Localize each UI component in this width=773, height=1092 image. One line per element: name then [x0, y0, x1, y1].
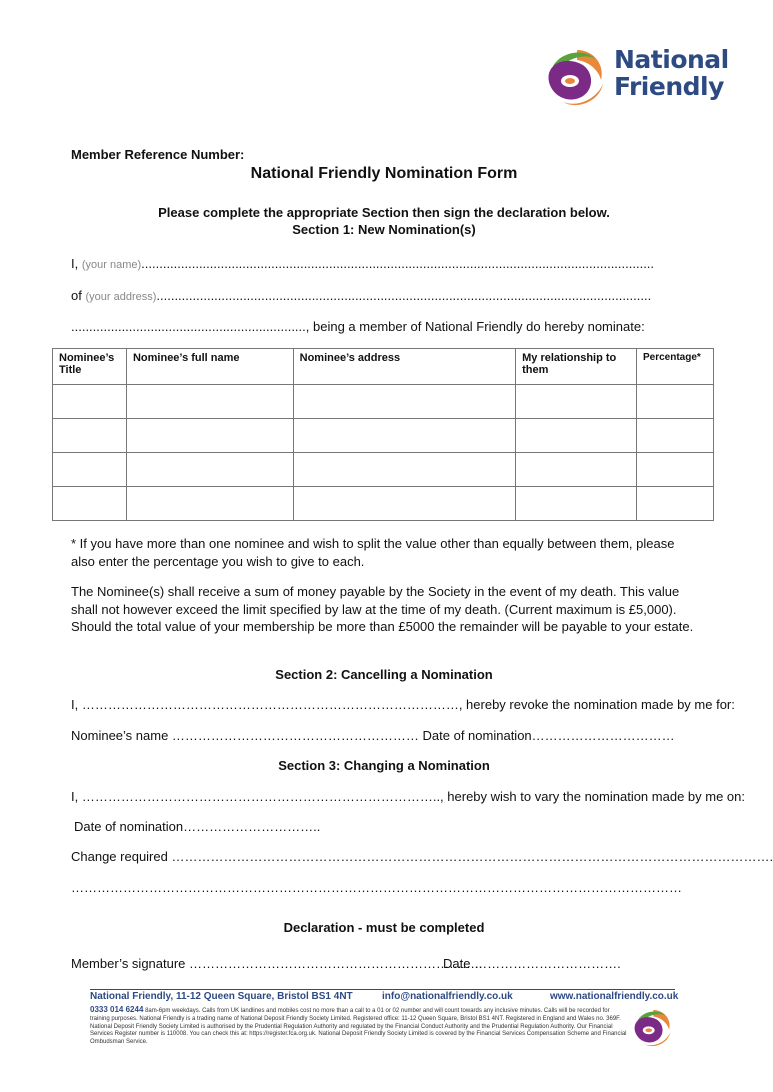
nominee-name-date-line[interactable]: Nominee’s name ………………………………………………… Date of nomination…………………………… [71, 728, 675, 743]
footer-address: National Friendly, 11-12 Queen Square, Bristol BS1 4NT [90, 991, 353, 1002]
table-row [53, 385, 714, 419]
table-cell[interactable] [636, 487, 713, 521]
table-cell[interactable] [126, 385, 293, 419]
col-address-header: Nominee’s address [293, 349, 516, 385]
table-cell[interactable] [293, 419, 516, 453]
logo-swirl-icon [543, 44, 607, 108]
col-relationship-header: My relationship to them [516, 349, 637, 385]
member-nominate-line[interactable]: ................................................................., being a member of National Friendly do hereby nominate: [71, 319, 645, 334]
split-percentage-note: * If you have more than one nominee and wish to split the value other than equally between them, please also enter the percentage you wish to give to each. [71, 536, 675, 569]
form-title: National Friendly Nomination Form [250, 165, 518, 182]
table-cell[interactable] [53, 453, 127, 487]
col-title-header: Nominee’s Title [53, 349, 127, 385]
logo-line-2: Friendly [614, 72, 724, 101]
table-cell[interactable] [293, 385, 516, 419]
declaration-date-line[interactable]: Date ……………………………. [443, 956, 621, 971]
nominee-table [52, 348, 714, 521]
table-row [53, 419, 714, 453]
table-cell[interactable] [516, 453, 637, 487]
nominator-name-line[interactable]: I, (your name).............................................................................................................................................. [71, 256, 655, 271]
nominator-address-line[interactable]: of (your address)......................................................................................................................................... [71, 288, 652, 303]
member-signature-line[interactable]: Member’s signature ………………………………………………………….. [71, 956, 483, 971]
table-row [53, 487, 714, 521]
table-cell[interactable] [293, 453, 516, 487]
your-address-hint: (your address) [85, 291, 157, 303]
table-cell[interactable] [636, 385, 713, 419]
national-friendly-logo [543, 44, 729, 108]
table-cell[interactable] [53, 487, 127, 521]
footer-small-print [90, 1006, 630, 1047]
value-limit-note: The Nominee(s) shall receive a sum of money payable by the Society in the event of my death. This value shall not however exceed the limit specified by law at the time of my death. (Current maximum is £5,000). Should the total value of your membership be more than £5000 the remainder will be payable to your estate. [71, 584, 694, 634]
table-cell[interactable] [516, 419, 637, 453]
footer-legal-text: 8am-6pm weekdays. Calls from UK landlines and mobiles cost no more than a call to a 01 or 02 number and will count towards any inclusive minutes. Calls will be recorded for training purposes. National Friendly is a trading name of National Deposit Friendly Society Limited. Registered office: 11-12 Queen Square, Bristol BS1 4NT. Registered in England and Wales no. 369F. National Deposit Friendly Society Limited is authorised by the Prudential Regulation Authority and regulated by the Financial Conduct Authority and the Prudential Regulation Authority. Our Financial Services Register number is 110008. You can check this at: https://register.fca.org.uk. National Deposit Friendly Society Limited is covered by the Financial Services Compensation Scheme and Financial Ombudsman Service. [90, 1008, 627, 1046]
member-reference-label: Member Reference Number: [71, 147, 245, 162]
section1-heading: Section 1: New Nomination(s) [292, 222, 476, 237]
table-cell[interactable] [53, 385, 127, 419]
declaration-heading: Declaration - must be completed [283, 920, 485, 935]
table-cell[interactable] [636, 453, 713, 487]
footer-phone: 0333 014 6244 [90, 1005, 144, 1014]
table-row [53, 453, 714, 487]
table-cell[interactable] [293, 487, 516, 521]
change-required-line[interactable]: Change required …………………………………………………………………………………………………………………………. [71, 849, 773, 864]
change-required-extra-line[interactable]: …………………………………………………………………………………………………………………………… [71, 880, 682, 895]
your-name-hint: (your name) [81, 259, 142, 271]
date-of-nomination-line[interactable]: Date of nomination………………………….. [74, 819, 321, 834]
footer-email-link[interactable]: info@nationalfriendly.co.uk [382, 991, 513, 1002]
table-cell[interactable] [53, 419, 127, 453]
logo-line-1: National [614, 45, 729, 74]
col-percentage-header: Percentage* [636, 349, 713, 385]
table-cell[interactable] [636, 419, 713, 453]
table-cell[interactable] [126, 419, 293, 453]
table-cell[interactable] [516, 487, 637, 521]
section2-heading: Section 2: Cancelling a Nomination [275, 667, 493, 682]
table-cell[interactable] [126, 453, 293, 487]
footer-logo-icon [631, 1006, 673, 1048]
section3-heading: Section 3: Changing a Nomination [278, 758, 490, 773]
footer-divider [90, 989, 675, 990]
col-name-header: Nominee’s full name [126, 349, 293, 385]
table-header-row [53, 349, 714, 385]
table-cell[interactable] [516, 385, 637, 419]
instruction-text: Please complete the appropriate Section then sign the declaration below. [158, 205, 610, 220]
vary-line[interactable]: I, ……………………………………………………………………….., hereby wish to vary the nomination made by me on: [71, 789, 745, 804]
footer-website-link[interactable]: www.nationalfriendly.co.uk [550, 991, 679, 1002]
table-cell[interactable] [126, 487, 293, 521]
revoke-line[interactable]: I, ……………………………………………………………………………, hereby revoke the nomination made by me for: [71, 697, 735, 712]
